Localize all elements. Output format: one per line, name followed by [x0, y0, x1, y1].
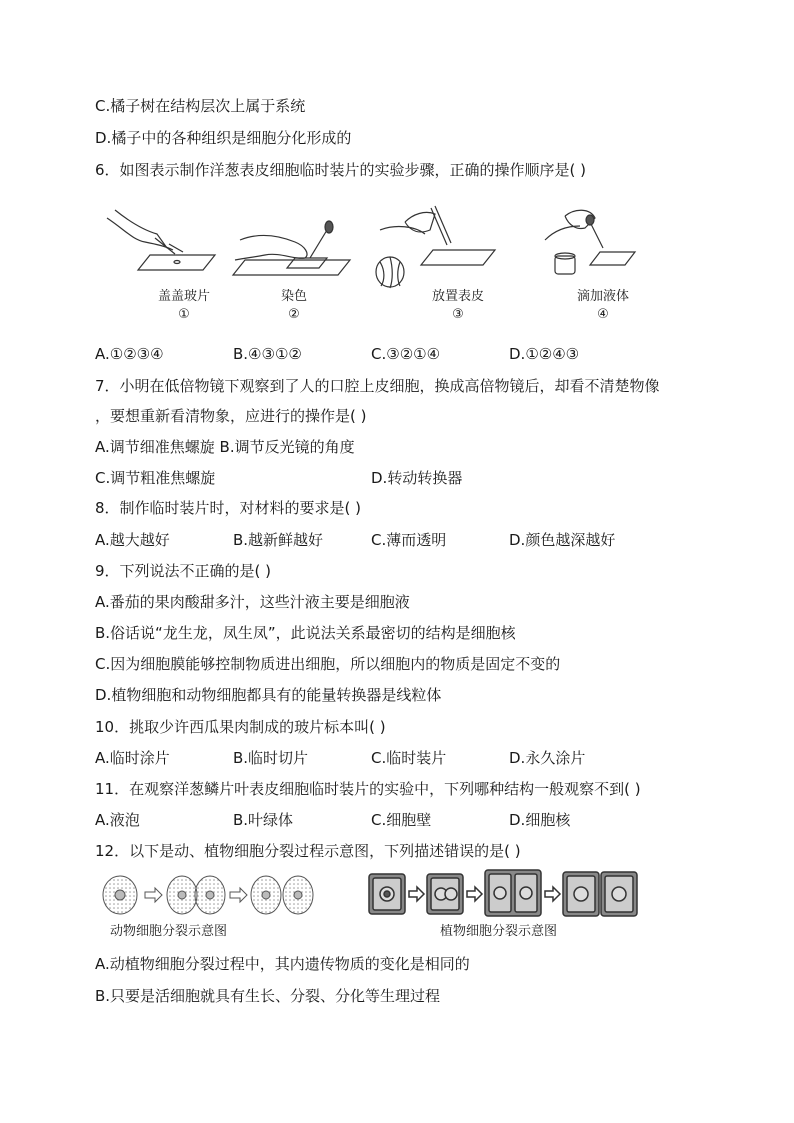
- question-9: 9．下列说法不正确的是( ): [95, 562, 272, 580]
- q7-option-c: C.调节粗准焦螺旋: [95, 469, 216, 487]
- q9-option-a: A.番茄的果肉酸甜多汁，这些汁液主要是细胞液: [95, 593, 410, 611]
- animal-cell-division-caption: 动物细胞分裂示意图: [110, 924, 228, 939]
- q7-options-ab: A.调节细准焦螺旋 B.调节反光镜的角度: [95, 438, 355, 456]
- q8-option-c: C.薄而透明: [371, 531, 447, 549]
- q10-option-b: B.临时切片: [233, 749, 309, 767]
- question-10: 10．挑取少许西瓜果肉制成的玻片标本叫( ): [95, 718, 386, 736]
- q9-option-d: D.植物细胞和动物细胞都具有的能量转换器是线粒体: [95, 686, 442, 704]
- q11-option-c: C.细胞壁: [371, 811, 432, 829]
- animal-cell-division-figure: [100, 870, 320, 920]
- q6-step-4-label: 滴加液体: [576, 289, 629, 304]
- q6-step-2-num: ②: [288, 307, 300, 322]
- q8-option-b: B.越新鲜越好: [233, 531, 324, 549]
- question-6: 6．如图表示制作洋葱表皮细胞临时装片的实验步骤，正确的操作顺序是( ): [95, 161, 587, 179]
- q5-option-c: C.橘子树在结构层次上属于系统: [95, 97, 306, 115]
- q6-option-a: A.①②③④: [95, 345, 164, 363]
- plant-cell-division-caption: 植物细胞分裂示意图: [440, 924, 558, 939]
- q5-option-d: D.橘子中的各种组织是细胞分化形成的: [95, 129, 352, 147]
- q8-option-a: A.越大越好: [95, 531, 170, 549]
- q6-option-b: B.④③①②: [233, 345, 302, 363]
- question-12: 12．以下是动、植物细胞分裂过程示意图，下列描述错误的是( ): [95, 842, 521, 860]
- animal-cell-division-diagram: [100, 870, 320, 920]
- q9-option-b: B.俗话说“龙生龙，凤生凤”，此说法关系最密切的结构是细胞核: [95, 624, 516, 642]
- q7-option-d: D.转动转换器: [371, 469, 463, 487]
- q12-option-a: A.动植物细胞分裂过程中，其内遗传物质的变化是相同的: [95, 955, 470, 973]
- q6-step-3-num: ③: [452, 307, 464, 322]
- q6-step-1-num: ①: [178, 307, 190, 322]
- q6-option-c: C.③②①④: [371, 345, 441, 363]
- q9-option-c: C.因为细胞膜能够控制物质进出细胞，所以细胞内的物质是固定不变的: [95, 655, 561, 673]
- q6-step-3-label: 放置表皮: [431, 289, 484, 304]
- q12-option-b: B.只要是活细胞就具有生长、分裂、分化等生理过程: [95, 987, 441, 1005]
- q11-option-a: A.液泡: [95, 811, 140, 829]
- q8-option-d: D.颜色越深越好: [509, 531, 616, 549]
- question-7-line-2: ，要想重新看清物象，应进行的操作是( ): [95, 407, 367, 425]
- q10-option-a: A.临时涂片: [95, 749, 170, 767]
- q11-option-d: D.细胞核: [509, 811, 571, 829]
- plant-cell-division-diagram: [367, 868, 647, 920]
- question-7-line-1: 7．小明在低倍物镜下观察到了人的口腔上皮细胞，换成高倍物镜后，却看不清楚物像: [95, 377, 660, 395]
- q6-option-d: D.①②④③: [509, 345, 580, 363]
- q10-option-d: D.永久涂片: [509, 749, 586, 767]
- question-8: 8．制作临时装片时，对材料的要求是( ): [95, 499, 362, 517]
- q10-option-c: C.临时装片: [371, 749, 447, 767]
- q11-option-b: B.叶绿体: [233, 811, 294, 829]
- q6-step-4-num: ④: [597, 307, 609, 322]
- q6-step-1-label: 盖盖玻片: [157, 289, 210, 304]
- q6-step-2-label: 染色: [280, 289, 307, 304]
- plant-cell-division-figure: [367, 868, 647, 920]
- question-11: 11．在观察洋葱鳞片叶表皮细胞临时装片的实验中，下列哪种结构一般观察不到( ): [95, 780, 641, 798]
